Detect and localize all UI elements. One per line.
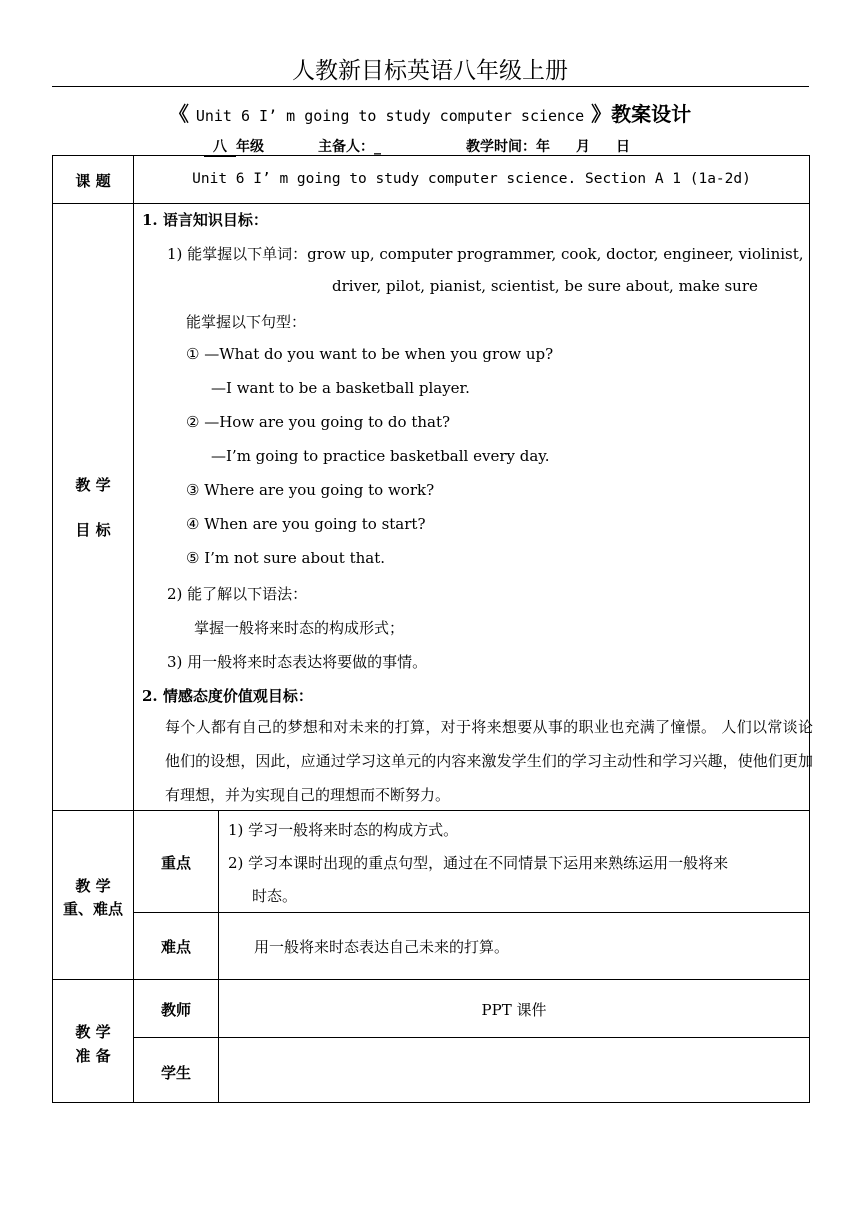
difficulty-text: 用一般将来时态表达自己未来的打算。 xyxy=(254,938,510,956)
objective-sentence-1a: ① —What do you want to be when you grow up? xyxy=(186,345,554,363)
objective-vocab-line-1: 1) 能掌握以下单词：grow up, computer programmer, cook, doctor, engineer, violinist, xyxy=(167,245,804,263)
prep-label-1: 教 学 xyxy=(75,1023,111,1041)
document-title: 《 Unit 6 I’ m going to study computer science 》教案设计 xyxy=(168,102,692,126)
key-point-2-cont: 时态。 xyxy=(252,887,298,905)
objective-vocab-line-2: driver, pilot, pianist, scientist, be sure about, make sure xyxy=(332,277,758,295)
difficulty-label: 难点 xyxy=(160,938,191,956)
objective-attitude-paragraph: 每个人都有自己的梦想和对未来的打算，对于将来想要从事的职业也充满了憧憬。 人们以常谈论他们的设想，因此，应通过学习这单元的内容来激发学生们的学习主动性和学习兴趣，使他们更加有理想，并为实现自己的理想而不断努力。 xyxy=(165,718,813,804)
objective-heading-attitude: 2. 情感态度价值观目标： xyxy=(142,687,313,705)
key-points-label: 重点 xyxy=(160,854,191,872)
topic-label: 课 题 xyxy=(75,172,111,190)
objective-sentence-1b: —I want to be a basketball player. xyxy=(211,379,470,397)
teacher-label: 教师 xyxy=(160,1001,191,1019)
objective-sentence-3: ③ Where are you going to work? xyxy=(186,481,435,499)
objective-sentence-4: ④ When are you going to start? xyxy=(186,515,426,533)
keypoints-label-1: 教 学 xyxy=(75,877,111,895)
objectives-label-1: 教 学 xyxy=(75,476,111,494)
key-point-2: 2) 学习本课时出现的重点句型，通过在不同情景下运用来熟练运用一般将来 xyxy=(228,854,729,872)
teacher-value: PPT 课件 xyxy=(481,1001,547,1019)
objective-grammar-heading: 2) 能了解以下语法： xyxy=(167,585,308,603)
objective-sentence-2a: ② —How are you going to do that? xyxy=(186,413,451,431)
teaching-time-field: 教学时间：年 月 日 xyxy=(466,139,630,155)
objectives-label-2: 目 标 xyxy=(75,521,111,539)
objective-usage-item: 3) 用一般将来时态表达将要做的事情。 xyxy=(167,653,428,671)
objective-sentence-intro: 能掌握以下句型： xyxy=(186,313,307,331)
key-point-1: 1) 学习一般将来时态的构成方式。 xyxy=(228,821,459,839)
topic-value: Unit 6 I’ m going to study computer science. Section A 1 (1a-2d) xyxy=(192,171,751,187)
prep-label-2: 准 备 xyxy=(75,1047,111,1065)
student-label: 学生 xyxy=(160,1064,191,1082)
objective-heading-knowledge: 1. 语言知识目标： xyxy=(142,211,268,229)
objective-sentence-5: ⑤ I’m not sure about that. xyxy=(186,549,386,567)
grade-field: 八 年级 xyxy=(204,136,264,157)
document-title-unit: Unit 6 I’ m going to study computer science xyxy=(195,107,585,125)
keypoints-label-2: 重、难点 xyxy=(62,900,123,918)
objective-grammar-item: 掌握一般将来时态的构成形式； xyxy=(194,619,405,637)
page-header: 人教新目标英语八年级上册 xyxy=(292,58,568,84)
preparer-field: 主备人：_ xyxy=(318,139,381,155)
objective-sentence-2b: —I’m going to practice basketball every day. xyxy=(211,447,550,465)
